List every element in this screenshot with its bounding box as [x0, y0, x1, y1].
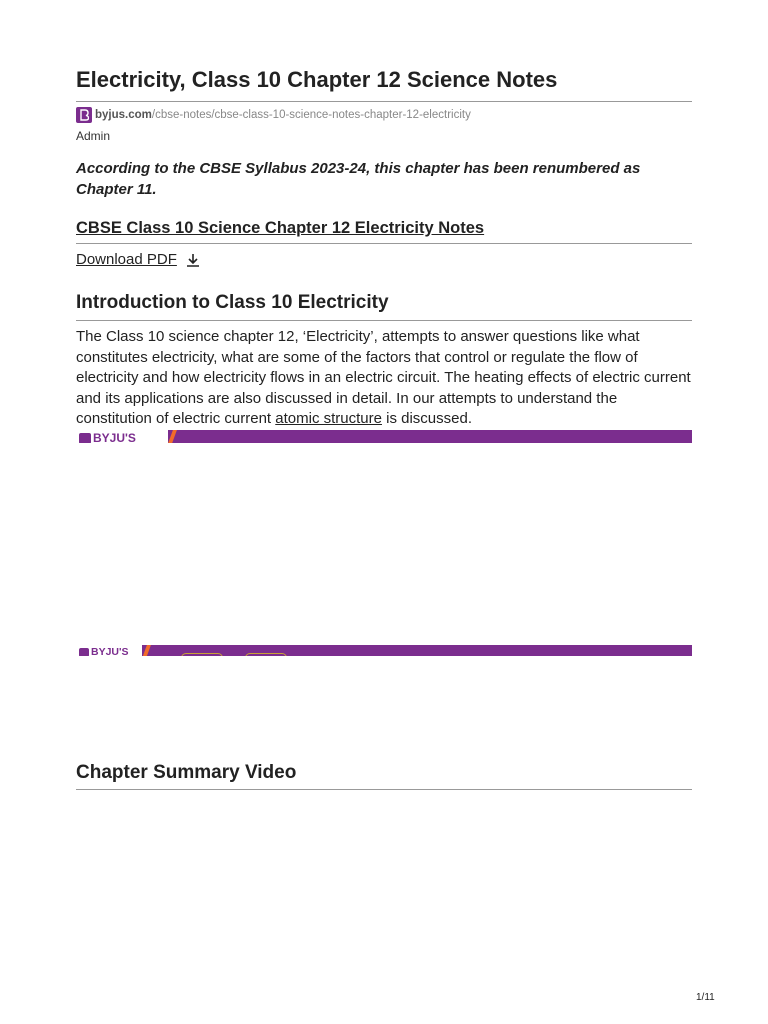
banner-stripe — [166, 430, 177, 443]
intro-text: The Class 10 science chapter 12, ‘Electricity’, attempts to answer questions like what constitutes electricity, what are some of the factors that control or regulate the flow of electricity and how electricity flows in an electric circuit. The heating effects of electric current and its applications are also discussed in detail. In our attempts to understand the constitution of electric current — [76, 328, 691, 427]
atomic-structure-link[interactable]: atomic structure — [275, 410, 382, 427]
page-counter: 1/11 — [696, 992, 715, 1003]
banner-brand — [79, 431, 136, 443]
source-domain[interactable]: byjus.com — [95, 109, 152, 121]
intro-text-end: is discussed. — [381, 410, 473, 427]
banner-stripe — [140, 645, 151, 656]
video-banner[interactable] — [76, 430, 692, 443]
banner-brand — [79, 646, 129, 656]
intro-divider — [76, 320, 692, 321]
byjus-logo-icon — [79, 433, 91, 444]
banner-tab — [245, 653, 287, 656]
intro-paragraph — [76, 327, 692, 430]
byjus-logo-icon — [76, 107, 92, 123]
banner-tab — [181, 653, 223, 656]
download-pdf-label[interactable]: Download PDF — [76, 251, 177, 268]
source-link[interactable] — [76, 106, 471, 124]
summary-heading: Chapter Summary Video — [76, 762, 297, 783]
intro-heading: Introduction to Class 10 Electricity — [76, 292, 389, 313]
notes-heading-link[interactable]: CBSE Class 10 Science Chapter 12 Electricity Notes — [76, 219, 485, 237]
syllabus-notice: According to the CBSE Syllabus 2023-24, this chapter has been renumbered as Chapter 11. — [76, 160, 641, 198]
author-name: Admin — [76, 129, 111, 143]
page-title: Electricity, Class 10 Chapter 12 Science Notes — [76, 67, 558, 92]
source-path[interactable]: /cbse-notes/cbse-class-10-science-notes-chapter-12-electricity — [151, 109, 471, 121]
title-divider — [76, 101, 692, 102]
banner-brand-text: BYJU'S — [91, 646, 129, 656]
download-pdf-link[interactable] — [76, 251, 201, 268]
download-icon[interactable] — [185, 252, 201, 268]
notes-divider — [76, 243, 692, 244]
summary-divider — [76, 789, 692, 790]
video-banner[interactable] — [76, 645, 692, 656]
banner-brand-text: BYJU'S — [93, 431, 136, 443]
byjus-logo-icon — [79, 648, 89, 657]
